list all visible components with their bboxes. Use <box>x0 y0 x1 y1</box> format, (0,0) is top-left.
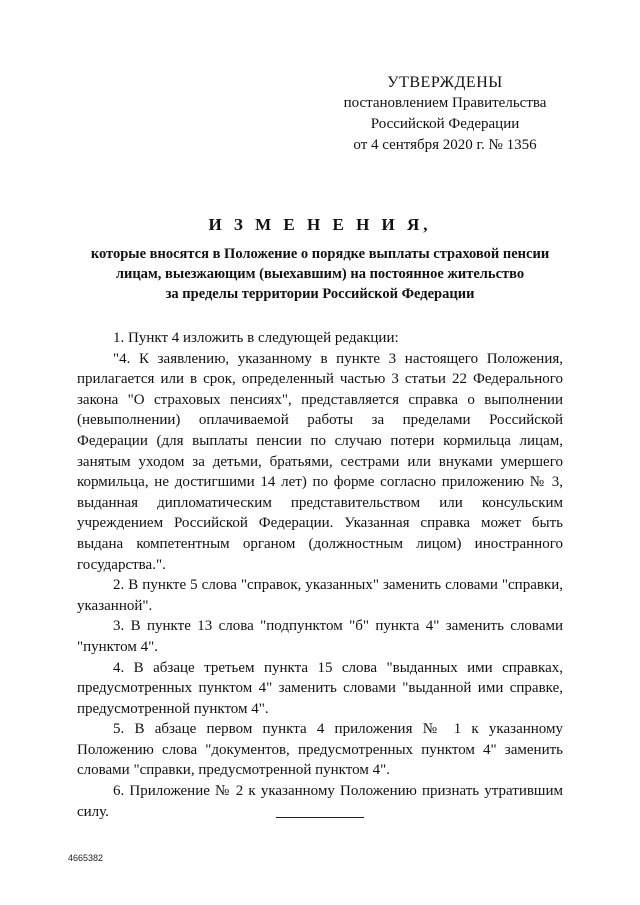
paragraph-1: 1. Пункт 4 изложить в следующей редакции: <box>113 330 399 346</box>
paragraph-6: 6. Приложение № 2 к указанному Положению признать утратившим силу. <box>77 783 563 820</box>
paragraph-3: 3. В пункте 13 слова "подпунктом "б" пункта 4" заменить словами "пунктом 4". <box>77 618 563 655</box>
document-subtitle-line-1: которые вносятся в Положение о порядке выплаты страховой пенсии <box>90 246 550 262</box>
paragraph-4: 4. В абзаце третьем пункта 15 слова "выданных ими справках, предусмотренных пунктом 4" заменить словами "выданной ими справке, предусмотренной пунктом 4". <box>77 659 563 717</box>
paragraph-1-quote: "4. К заявлению, указанному в пункте 3 настоящего Положения, прилагается или в срок, определенный частью 3 статьи 22 Федерального закона "О страховых пенсиях", представляется справка о выполнении (невыполнении) оплачиваемой работы за пределами Российской Федерации (для выплаты пенсии по случаю потери кормильца лицам, занятым уходом за детьми, братьями, сестрами или внуками умершего кормильца, не достигшими 14 лет) по форме согласно приложению № 3, выданная дипломатическим представительством или консульским учреждением Российской Федерации. Указанная справка может быть выдана компетентным органом (должностным лицом) иностранного государства.". <box>77 350 563 573</box>
approved-heading: УТВЕРЖДЕНЫ <box>387 74 503 91</box>
paragraph-5: 5. В абзаце первом пункта 4 приложения № 1 к указанному Положению слова "документов, предусмотренных пунктом 4" заменить словами "справки, предусмотренной пунктом 4". <box>77 721 563 779</box>
closing-divider <box>276 817 364 818</box>
approval-line-2: Российской Федерации <box>370 116 520 132</box>
paragraph-2: 2. В пункте 5 слова "справок, указанных" заменить словами "справки, указанной". <box>77 577 563 614</box>
document-subtitle-line-2: лицам, выезжающим (выехавшим) на постоянное жительство <box>115 266 525 282</box>
document-number: 4665382 <box>68 853 104 863</box>
document-body <box>77 328 563 822</box>
approval-stamp <box>330 72 560 156</box>
approval-line-3: от 4 сентября 2020 г. № 1356 <box>353 137 537 153</box>
title-block <box>60 214 580 304</box>
document-title: И З М Е Н Е Н И Я, <box>208 215 432 234</box>
approval-line-1: постановлением Правительства <box>343 95 547 111</box>
document-subtitle-line-3: за пределы территории Российской Федерации <box>165 286 475 302</box>
